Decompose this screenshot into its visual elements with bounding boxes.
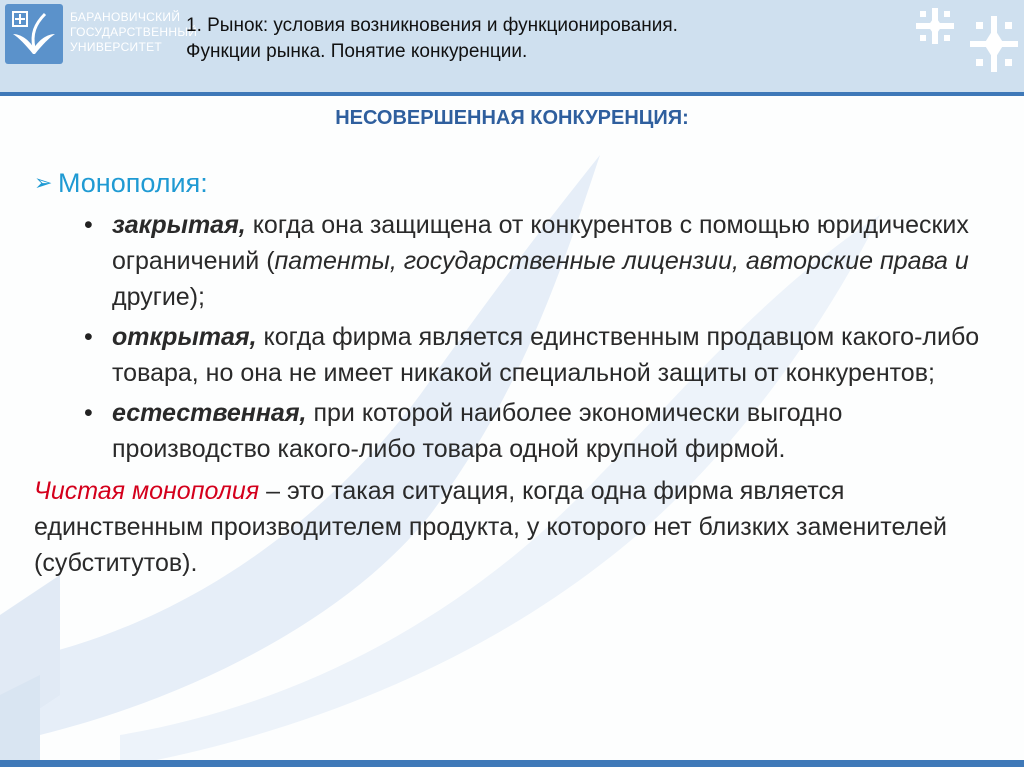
university-logo-icon xyxy=(5,4,63,64)
university-name-line: УНИВЕРСИТЕТ xyxy=(70,40,163,54)
university-name-line: БАРАНОВИЧСКИЙ xyxy=(70,10,181,24)
arrow-bullet-icon: ➢ xyxy=(34,170,53,195)
bullet-dot-icon: • xyxy=(84,323,93,351)
definition-text: – это такая ситуация, когда одна фирма является единственным производителем продукта, у которого нет близких заменителей (субститутов). xyxy=(34,477,947,577)
bullet-text: когда фирма является единственным продавцом какого-либо товара, но она не имеет никакой специальной защиты от конкурентов; xyxy=(112,323,980,387)
header-title-line-2: Функции рынка. Понятие конкуренции. xyxy=(186,41,528,62)
bullet-list xyxy=(34,207,994,467)
definition-paragraph xyxy=(34,473,994,581)
header-band xyxy=(0,0,1024,95)
bullet-text: при которой наиболее экономически выгодно производство какого-либо товара одной крупной фирмой. xyxy=(112,399,843,463)
bullet-dot-icon: • xyxy=(84,211,93,239)
bullet-term: открытая, xyxy=(112,323,257,351)
slide-header-title xyxy=(186,13,678,65)
header-title-line-1: 1. Рынок: условия возникновения и функционирования. xyxy=(186,15,678,36)
bullet-term: естественная, xyxy=(112,399,307,427)
bullet-dot-icon: • xyxy=(84,399,93,427)
section-heading-label: Монополия: xyxy=(58,168,208,198)
snowflake-icon xyxy=(968,14,1020,74)
section-heading xyxy=(34,163,994,203)
bullet-term: закрытая, xyxy=(112,211,246,239)
snowflake-icon xyxy=(912,6,958,46)
list-item xyxy=(34,207,994,315)
list-item xyxy=(34,319,994,391)
bullet-text: когда она защищена от конкурентов с помощью юридических ограничений ( xyxy=(112,211,969,275)
bullet-italic-text: патенты, государственные лицензии, авторские права и xyxy=(274,247,969,275)
university-name-line: ГОСУДАРСТВЕННЫЙ xyxy=(70,25,198,39)
bullet-text: другие); xyxy=(112,283,205,311)
slide-subtitle: НЕСОВЕРШЕННАЯ КОНКУРЕНЦИЯ: xyxy=(335,107,689,129)
header-divider xyxy=(0,92,1024,96)
slide-content xyxy=(34,163,994,581)
university-name xyxy=(70,10,197,55)
bottom-border xyxy=(0,760,1024,767)
definition-term: Чистая монополия xyxy=(34,477,260,505)
list-item xyxy=(34,395,994,467)
